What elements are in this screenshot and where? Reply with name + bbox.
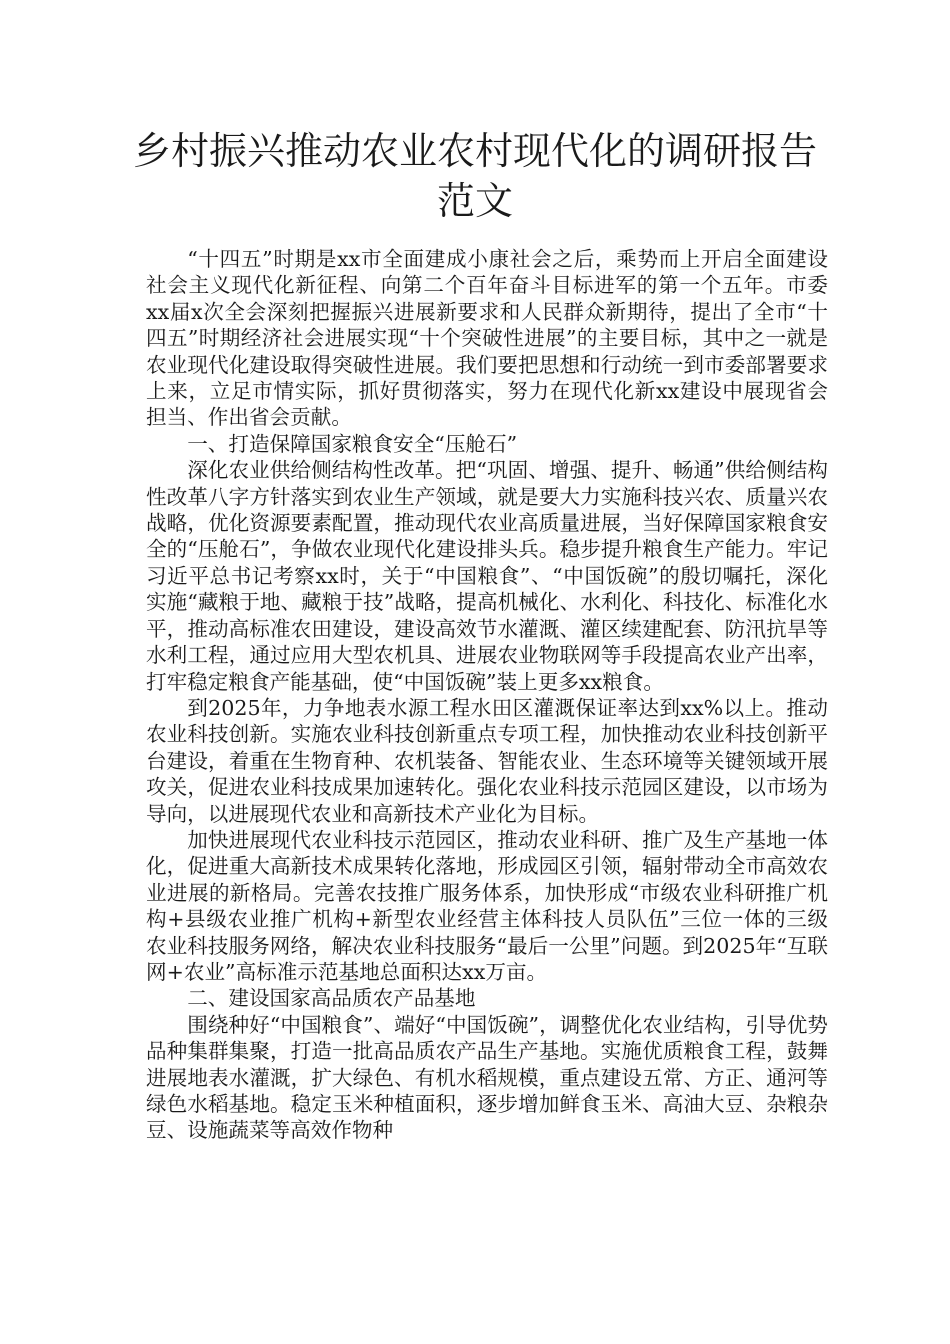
document-title: 乡村振兴推动农业农村现代化的调研报告范文 [132, 129, 817, 223]
paragraph-tech-park: 加快进展现代农业科技示范园区，推动农业科研、推广及生产基地一体化，促进重大高新技术成果转化落地，形成园区引领，辐射带动全市高效农业进展的新格局。完善农技推广服务体系，加快形成“市级农业科研推广机构+县级农业推广机构+新型农业经营主体科技人员队伍”三位一体的三级农业科技服务网络，解决农业科技服务“最后一公里”问题。到2025年“互联网+农业”高标准示范基地总面积达xx万亩。 [146, 827, 828, 984]
section-heading-2: 二、建设国家高品质农产品基地 [187, 986, 476, 1011]
paragraph-intro: “十四五”时期是xx市全面建成小康社会之后，乘势而上开启全面建设社会主义现代化新征程、向第二个百年奋斗目标进军的第一个五年。市委xx届x次全会深刻把握振兴进展新要求和人民群众新期待，提出了全市“十四五”时期经济社会进展实现“十个突破性进展”的主要目标，其中之一就是农业现代化建设取得突破性进展。我们要把思想和行动统一到市委部署要求上来，立足市情实际，抓好贯彻落实，努力在现代化新xx建设中展现省会担当、作出省会贡献。 [146, 247, 828, 430]
paragraph-supply-reform: 深化农业供给侧结构性改革。把“巩固、增强、提升、畅通”供给侧结构性改革八字方针落实到农业生产领域，就是要大力实施科技兴农、质量兴农战略，优化资源要素配置，推动现代农业高质量进展，当好保障国家粮食安全的“压舱石”，争做农业现代化建设排头兵。稳步提升粮食生产能力。牢记习近平总书记考察xx时，关于“中国粮食”、“中国饭碗”的殷切嘱托，深化实施“藏粮于地、藏粮于技”战略，提高机械化、水利化、科技化、标准化水平，推动高标准农田建设，建设高效节水灌溉、灌区续建配套、防汛抗旱等水利工程，通过应用大型农机具、进展农业物联网等手段提高农业产出率，打牢稳定粮食产能基础，使“中国饭碗”装上更多xx粮食。 [146, 458, 828, 694]
section-heading-1: 一、打造保障国家粮食安全“压舱石” [187, 431, 518, 456]
paragraph-quality-base: 围绕种好“中国粮食”、端好“中国饭碗”，调整优化农业结构，引导优势品种集群集聚，打造一批高品质农产品生产基地。实施优质粮食工程，鼓舞进展地表水灌溉，扩大绿色、有机水稻规模，重点建设五常、方正、通河等绿色水稻基地。稳定玉米种植面积，逐步增加鲜食玉米、高油大豆、杂粮杂豆、设施蔬菜等高效作物种 [146, 1012, 828, 1143]
document-body [146, 246, 828, 1144]
paragraph-2025-target: 到2025年，力争地表水源工程水田区灌溉保证率达到xx%以上。推动农业科技创新。实施农业科技创新重点专项工程，加快推动农业科技创新平台建设，着重在生物育种、农机装备、智能农业、生态环境等关键领域开展攻关，促进农业科技成果加速转化。强化农业科技示范园区建设，以市场为导向，以进展现代农业和高新技术产业化为目标。 [146, 695, 828, 826]
